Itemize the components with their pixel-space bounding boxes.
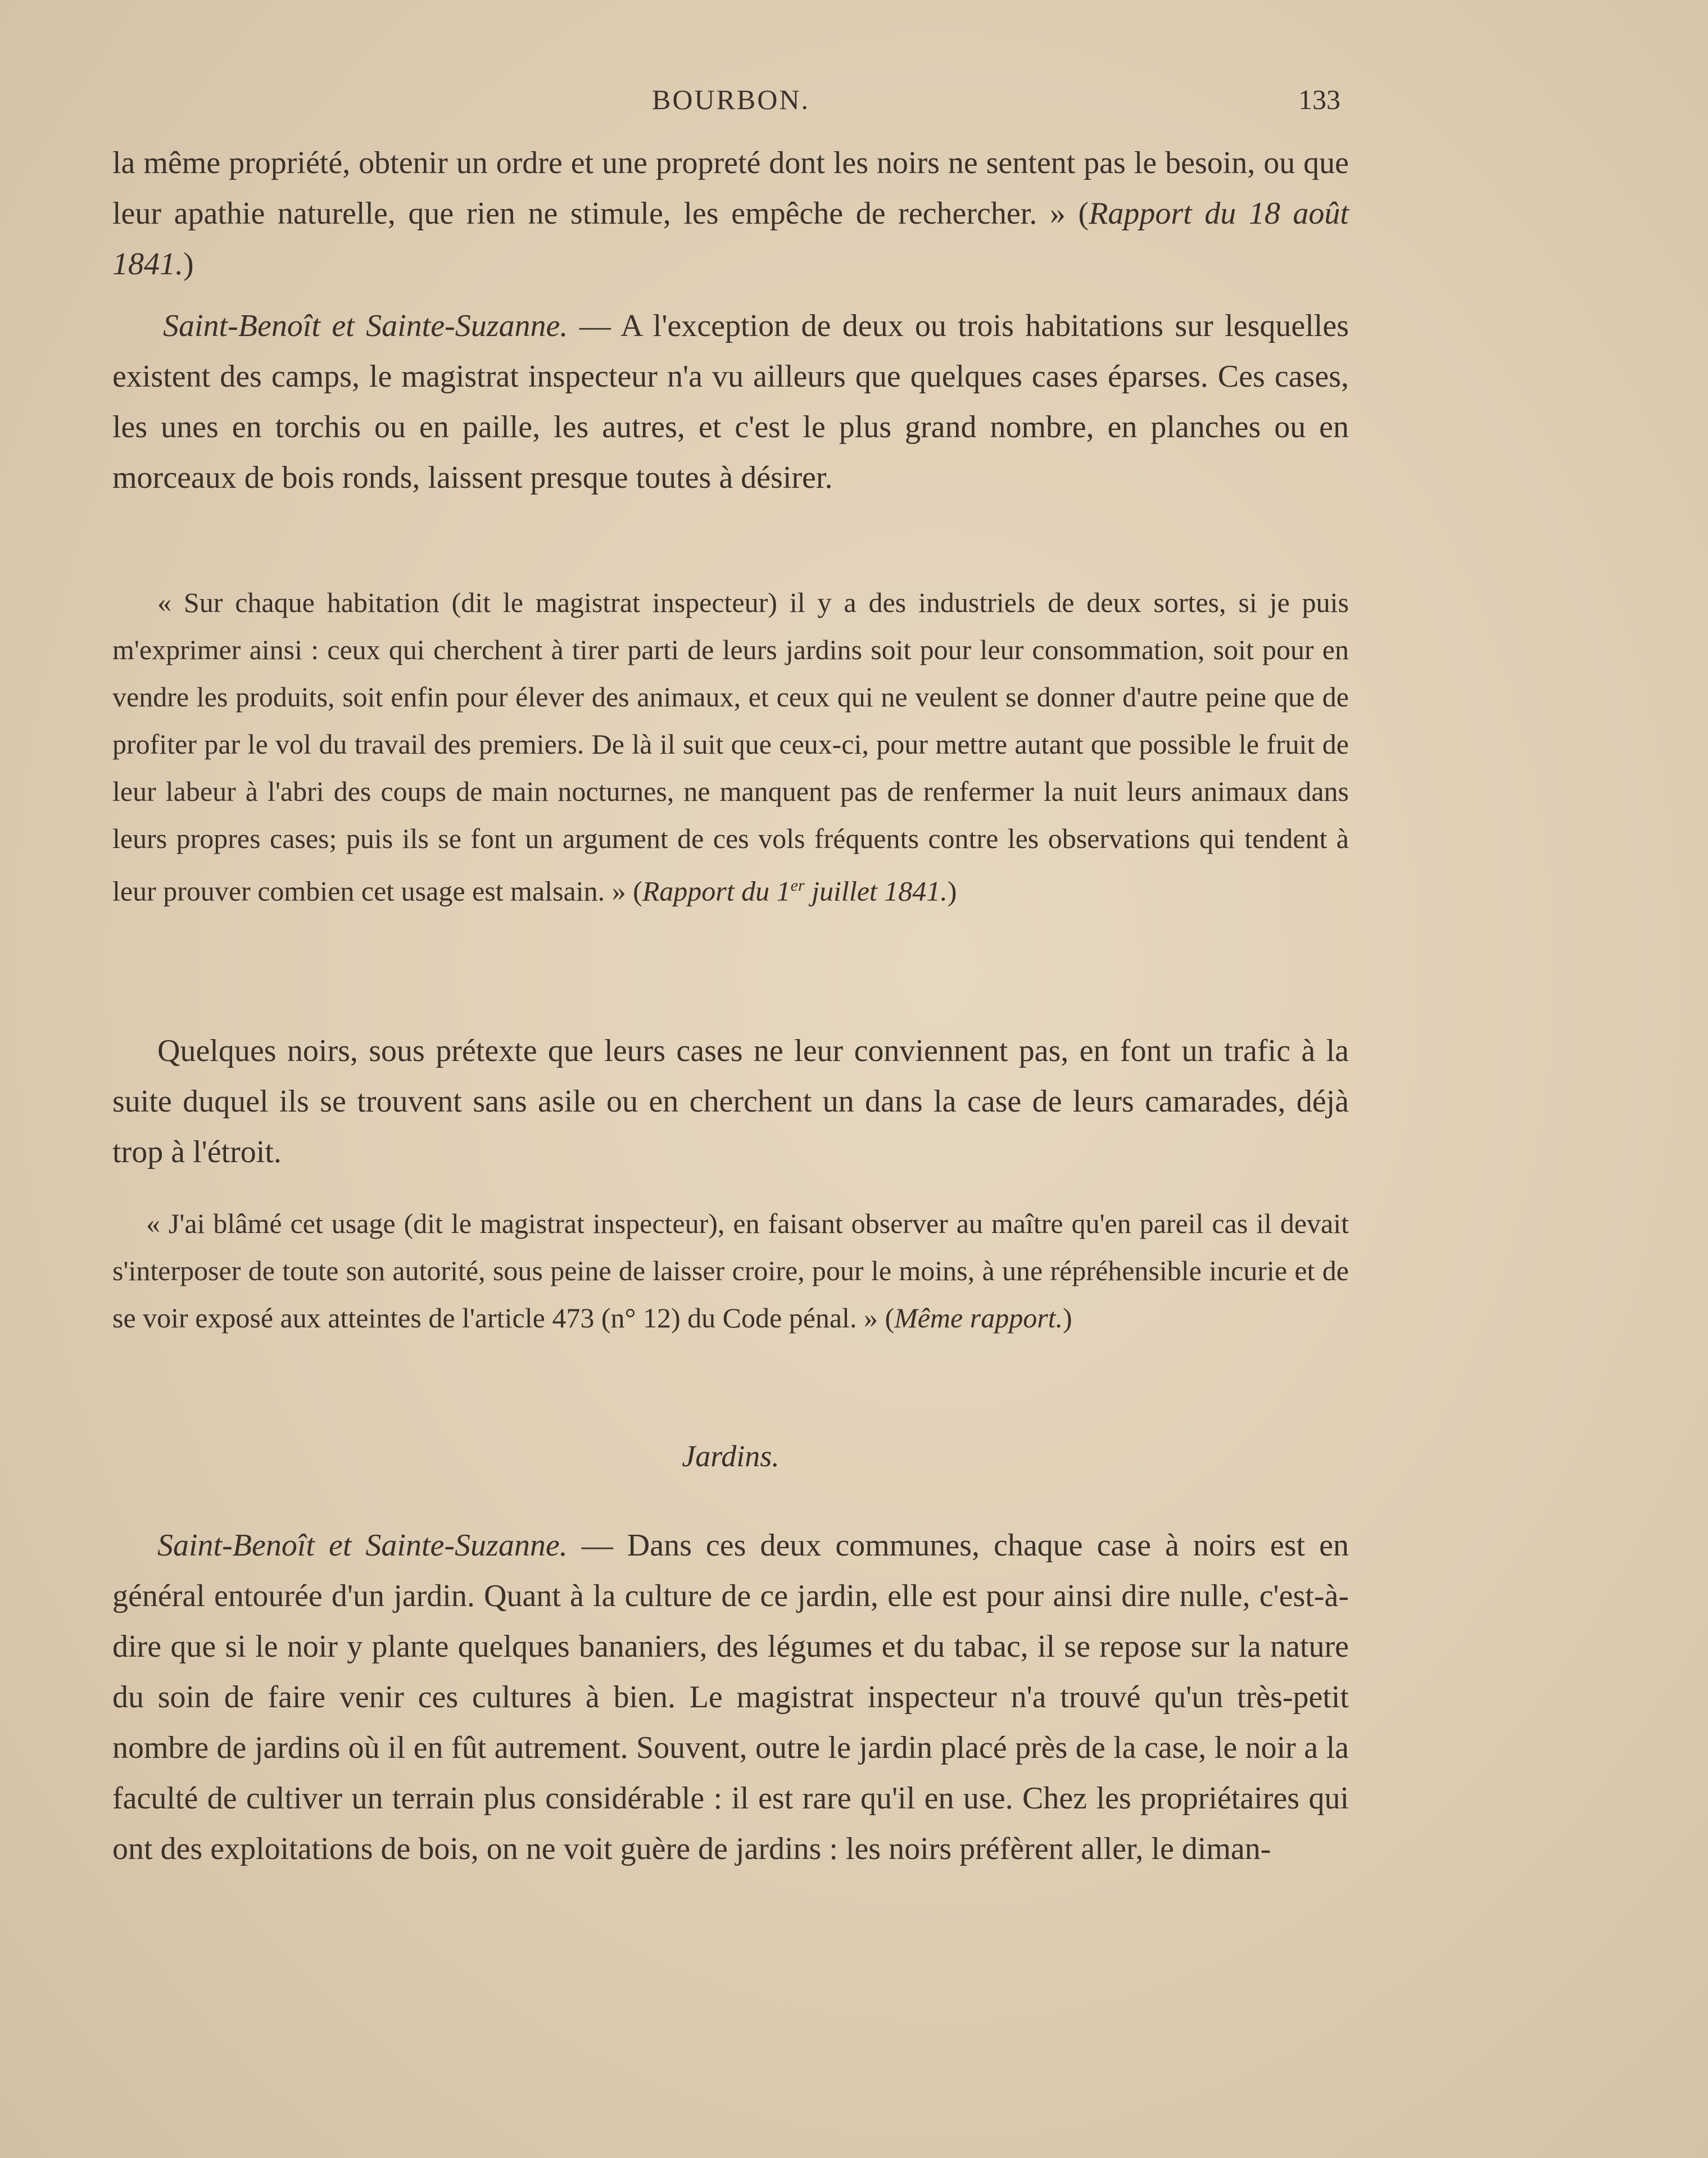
paragraph-2-text: — A l'exception de deux ou trois habitations sur lesquelles existent des camps, le magistrat inspecteur n'a vu ailleurs que quelques cases éparses. Ces cases, les unes en torchis ou en paille, les autres, et c'est le plus grand nombre, en planches ou en morceaux de bois ronds, laissent presque toutes à désirer. — [112, 309, 1349, 495]
citation-3-prefix: Rapport du 1 — [642, 875, 791, 907]
citation-3-close: ) — [947, 875, 957, 907]
paragraph-6-text: — Dans ces deux communes, chaque case à noirs est en général entourée d'un jardin. Quant à la culture de ce jardin, elle est pour ainsi dire nulle, c'est-à-dire que si le noir y plante quelques bananiers, des légumes et du tabac, il se repose sur la nature du soin de faire venir ces cultures à bien. Le magistrat inspecteur n'a trouvé qu'un très-petit nombre de jardins où il en fût autrement. Souvent, outre le jardin placé près de la case, le noir a la faculté de cultiver un terrain plus considérable : il est rare qu'il en use. Chez les propriétaires qui ont des exploitations de bois, on ne voit guère de jardins : les noirs préfèrent aller, le diman- — [112, 1528, 1349, 1866]
page-number: 133 — [1298, 84, 1340, 115]
section-heading-jardins: Jardins. — [682, 1439, 780, 1473]
paragraph-3-text: « Sur chaque habitation (dit le magistrat inspecteur) il y a des industriels de deux sortes, si je puis m'exprimer ainsi : ceux qui cherchent à tirer parti de leurs jardins soit pour leur consommation, soit pour en vendre les produits, soit enfin pour élever des animaux, et ceux qui ne veulent se donner d'autre peine que de profiter par le vol du travail des premiers. De là il suit que ceux-ci, pour mettre autant que possible le fruit de leur labeur à l'abri des coups de main nocturnes, ne manquent pas de renfermer la nuit leurs animaux dans leurs propres cases; puis ils se font un argument de ces vols fréquents contre les observations qui tendent à leur prouver combien cet usage est malsain. » ( — [112, 587, 1349, 907]
citation-1: Rapport du 18 août 1841. — [112, 196, 1349, 282]
paragraph-1-text: la même propriété, obtenir un ordre et une propreté dont les noirs ne sentent pas le besoin, ou que leur apathie naturelle, que rien ne stimule, les empêche de rechercher. » ( — [112, 146, 1349, 231]
paragraph-6 — [112, 1520, 1349, 1874]
paragraph-5-text: « J'ai blâmé cet usage (dit le magistrat inspecteur), en faisant observer au maître qu'en pareil cas il devait s'interposer de toute son autorité, sous peine de laisser croire, pour le moins, à une répréhensible incurie et de se voir exposé aux atteintes de l'article 473 (n° 12) du Code pénal. » ( — [112, 1208, 1349, 1334]
paragraph-3-quote — [112, 579, 1349, 915]
citation-3-superscript: er — [790, 876, 805, 895]
citation-5: Même rapport. — [894, 1302, 1063, 1334]
citation-5-close: ) — [1063, 1302, 1072, 1334]
citation-1-close: ) — [183, 247, 194, 282]
running-title: BOURBON. — [652, 84, 810, 115]
paragraph-2-lead: Saint-Benoît et Sainte-Suzanne. — [163, 309, 568, 343]
paragraph-1 — [112, 138, 1349, 289]
paragraph-4 — [112, 1026, 1349, 1177]
running-head — [112, 83, 1349, 128]
paragraph-5-quote — [112, 1200, 1349, 1341]
paragraph-4-text: Quelques noirs, sous prétexte que leurs cases ne leur conviennent pas, en font un trafic à la suite duquel ils se trouvent sans asile ou en cherchent un dans la case de leurs camarades, déjà trop à l'étroit. — [112, 1033, 1349, 1169]
citation-3-suffix: juillet 1841. — [804, 875, 948, 907]
paragraph-2 — [112, 301, 1349, 503]
paragraph-6-lead: Saint-Benoît et Sainte-Suzanne. — [157, 1528, 568, 1563]
